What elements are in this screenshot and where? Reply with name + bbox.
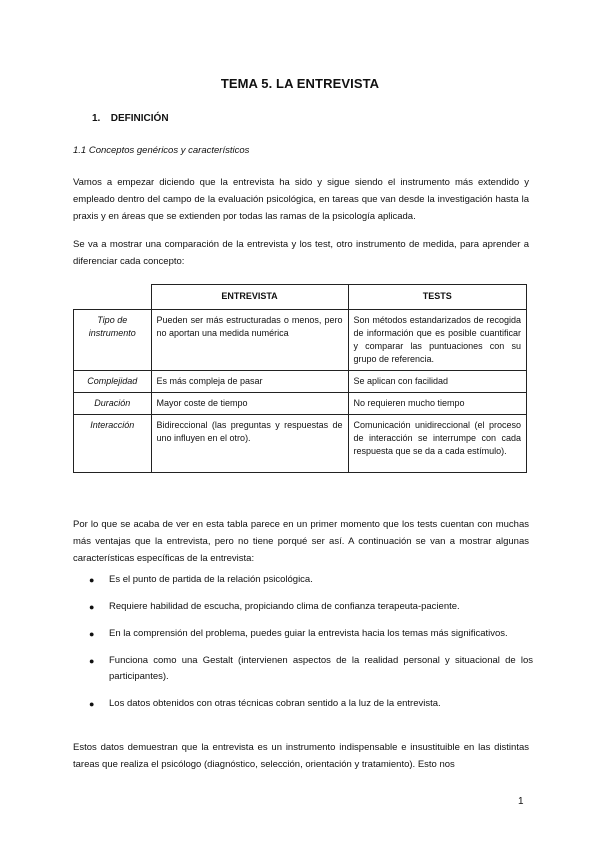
table-cell-tests: No requieren mucho tiempo (348, 393, 527, 415)
table-header-tests: TESTS (348, 285, 527, 310)
table-row (74, 310, 527, 371)
list-item-text: Requiere habilidad de escucha, propiciando clima de confianza terapeuta-paciente. (109, 601, 460, 612)
bullet-icon: ● (89, 575, 95, 585)
paragraph-conclusion: Estos datos demuestran que la entrevista es un instrumento indispensable e insustituible en las distintas tareas que realiza el psicólogo (diagnóstico, selección, orientación y tratamiento). Esto nos (73, 742, 529, 770)
table-cell-entrevista: Es más compleja de pasar (151, 371, 348, 393)
table-cell-entrevista: Bidireccional (las preguntas y respuestas de uno influyen en el otro). (151, 415, 348, 473)
list-item (73, 599, 533, 615)
table-row-label: Duración (74, 393, 152, 415)
list-item-text: En la comprensión del problema, puedes guiar la entrevista hacia los temas más significativos. (109, 628, 508, 639)
list-item-text: Funciona como una Gestalt (intervienen aspectos de la realidad personal y situacional de los participantes). (109, 655, 533, 682)
comparison-table (73, 284, 527, 473)
table-header-blank (74, 285, 152, 310)
table-cell-entrevista: Pueden ser más estructuradas o menos, pero no aportan una medida numérica (151, 310, 348, 371)
section-label: DEFINICIÓN (110, 113, 169, 124)
table-row-label: Complejidad (74, 371, 152, 393)
table-cell-tests: Comunicación unidireccional (el proceso de interacción se interrumpe con cada respuesta que se da a cada estímulo). (348, 415, 527, 473)
bullet-icon: ● (89, 699, 95, 709)
table-row-label: Interacción (74, 415, 152, 473)
list-item-text: Los datos obtenidos con otras técnicas cobran sentido a la luz de la entrevista. (109, 698, 441, 709)
section-number: 1. (92, 113, 101, 124)
bullet-icon: ● (89, 602, 95, 612)
table-row (74, 371, 527, 393)
paragraph-analysis: Por lo que se acaba de ver en esta tabla parece en un primer momento que los tests cuentan con muchas más ventajas que la entrevista, pero no tiene porqué ser así. A continuación se van a mostrar algunas características específicas de la entrevista: (73, 519, 529, 564)
list-item (73, 572, 533, 588)
page-title: TEMA 5. LA ENTREVISTA (220, 76, 380, 91)
bullet-icon: ● (89, 629, 95, 639)
paragraph-comparison-intro: Se va a mostrar una comparación de la entrevista y los test, otro instrumento de medida, para aprender a diferenciar cada concepto: (73, 239, 529, 267)
table-cell-entrevista: Mayor coste de tiempo (151, 393, 348, 415)
paragraph-intro: Vamos a empezar diciendo que la entrevista ha sido y sigue siendo el instrumento más extendido y empleado dentro del campo de la evaluación psicológica, en tareas que van desde la investigación hasta la praxis y en áreas que se extienden por todas las ramas de la psicología aplicada. (73, 177, 529, 222)
table-row-label: Tipo de instrumento (74, 310, 152, 371)
table-header-entrevista: ENTREVISTA (151, 285, 348, 310)
list-item (73, 696, 533, 712)
list-item (73, 626, 533, 642)
table-cell-tests: Se aplican con facilidad (348, 371, 527, 393)
table-row (74, 415, 527, 473)
subsection-heading: 1.1 Conceptos genéricos y característicos (73, 145, 250, 156)
list-item (73, 653, 533, 685)
list-item-text: Es el punto de partida de la relación psicológica. (109, 574, 313, 585)
table-header-row (74, 285, 527, 310)
bullet-icon: ● (89, 656, 95, 666)
table-cell-tests: Son métodos estandarizados de recogida de información que es posible cuantificar y comparar las puntuaciones con su grupo de referencia. (348, 310, 527, 371)
page-number: 1 (518, 796, 524, 807)
section-heading (92, 113, 169, 124)
table-row (74, 393, 527, 415)
characteristics-list (73, 572, 533, 723)
